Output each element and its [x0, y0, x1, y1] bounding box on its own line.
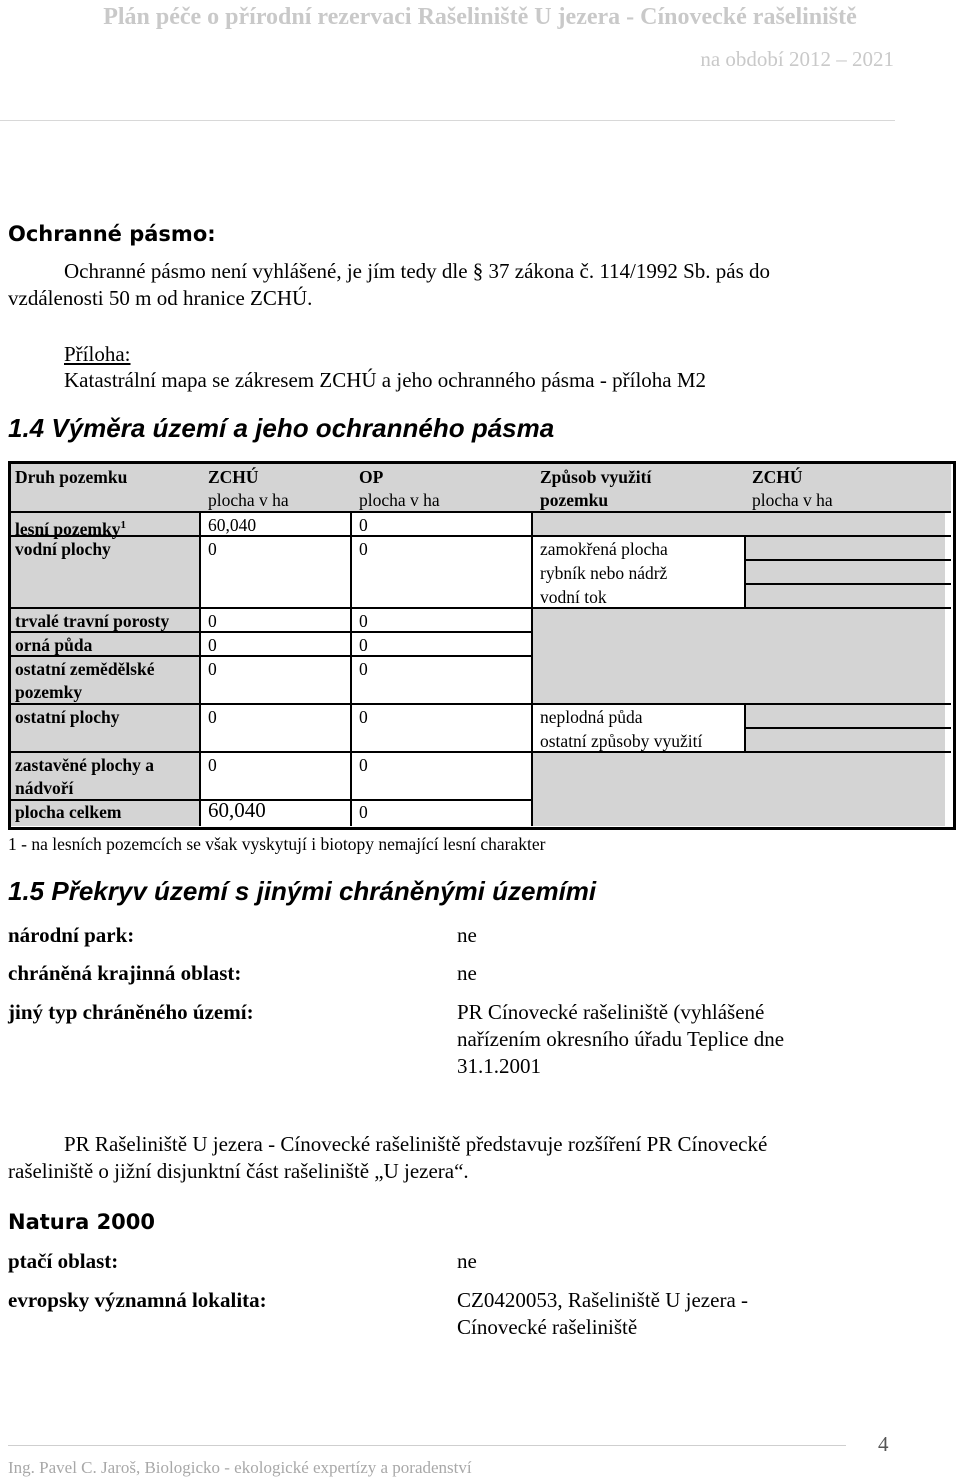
row-ostplochy-zchu: 0	[208, 707, 217, 727]
row-celkem-label: plocha celkem	[15, 802, 122, 822]
po-label: ptačí oblast:	[8, 1249, 119, 1273]
row-ttp-op: 0	[359, 611, 368, 631]
pr-paragraph-line2: rašeliniště o jižní disjunktní část rašeliniště „U jezera“.	[8, 1159, 469, 1183]
row-ttp-zchu: 0	[208, 611, 217, 631]
jiny-value-line2: nařízením okresního úřadu Teplice dne	[457, 1027, 785, 1051]
row-ostzem-label-1: ostatní zemědělské	[15, 659, 155, 679]
jiny-value-line1: PR Cínovecké rašeliniště (vyhlášené	[457, 1000, 765, 1024]
row-lesni-label: lesní pozemky$^1$	[15, 518, 126, 539]
ochranne-text-line1: Ochranné pásmo není vyhlášené, je jím tedy dle § 37 zákona č. 114/1992 Sb. pás do	[64, 259, 771, 283]
np-label: národní park:	[8, 923, 135, 947]
col-header-zpusob-line2: pozemku	[540, 490, 609, 510]
row-vodni-label: vodní plochy	[15, 539, 111, 559]
pr-paragraph-line1: PR Rašeliniště U jezera - Cínovecké rašeliniště představuje rozšíření PR Cínovecké	[64, 1132, 768, 1156]
rows7-8-use-bg	[533, 752, 945, 826]
po-value: ne	[457, 1249, 477, 1273]
row-orna-op: 0	[359, 635, 368, 655]
cho-value: ne	[457, 961, 477, 985]
jiny-label: jiný typ chráněného území:	[8, 1000, 254, 1024]
row1-use-bg	[533, 512, 945, 536]
col-header-zpusob: Způsob využití	[540, 467, 652, 487]
table-footnote: 1 - na lesních pozemcích se však vyskytují i biotopy nemající lesní charakter	[8, 834, 546, 854]
page-header-title: Plán péče o přírodní rezervaci Rašeliniště U jezera - Cínovecké rašeliniště	[103, 4, 857, 30]
col-header-druh: Druh pozemku	[15, 467, 128, 487]
row-zastavene-label-2: nádvoří	[15, 778, 74, 798]
evl-label: evropsky významná lokalita:	[8, 1288, 267, 1312]
row-vodni-op: 0	[359, 539, 368, 559]
np-value: ne	[457, 923, 477, 947]
page-number: 4	[878, 1432, 889, 1456]
col-header-op: OP	[359, 467, 384, 487]
row-ostplochy-label: ostatní plochy	[15, 707, 120, 727]
area-table	[8, 461, 956, 830]
row-ostplochy-op: 0	[359, 707, 368, 727]
evl-value-line2: Cínovecké rašeliniště	[457, 1315, 638, 1339]
row-orna-zchu: 0	[208, 635, 217, 655]
priloha-label: Příloha:	[64, 342, 131, 366]
col-header-zchu2: ZCHÚ	[752, 467, 803, 487]
row-lesni-zchu: 60,040	[208, 515, 257, 535]
cho-label: chráněná krajinná oblast:	[8, 961, 242, 985]
rows3-5-use-bg	[533, 608, 945, 704]
row-zastavene-op: 0	[359, 755, 368, 775]
row2-right-bg	[746, 536, 945, 608]
row-ttp-label: trvalé travní porosty	[15, 611, 170, 631]
ochranne-heading: Ochranné pásmo:	[8, 222, 216, 246]
natura-heading: Natura 2000	[8, 1210, 156, 1234]
page-header-period: na období 2012 – 2021	[700, 47, 894, 71]
col-header-zchu2-unit: plocha v ha	[752, 490, 833, 510]
footnote-marker: 1	[120, 519, 126, 531]
row-ostplochy-use-2: ostatní způsoby využití	[540, 731, 703, 751]
row-vodni-zchu: 0	[208, 539, 217, 559]
row-vodni-use-2: rybník nebo nádrž	[540, 563, 668, 583]
jiny-value-line3: 31.1.2001	[457, 1054, 541, 1078]
row-ostzem-op: 0	[359, 659, 368, 679]
row-ostzem-label-2: pozemky	[15, 682, 83, 702]
row-celkem-zchu: 60,040	[208, 798, 266, 822]
ochranne-text-line2: vzdálenosti 50 m od hranice ZCHÚ.	[8, 286, 313, 310]
priloha-text: Katastrální mapa se zákresem ZCHÚ a jeho ochranného pásma - příloha M2	[64, 368, 707, 392]
col-header-op-unit: plocha v ha	[359, 490, 440, 510]
row-ostzem-zchu: 0	[208, 659, 217, 679]
footer-rule	[8, 1445, 846, 1446]
row-zastavene-zchu: 0	[208, 755, 217, 775]
col-header-zchu-unit: plocha v ha	[208, 490, 289, 510]
header-rule	[0, 120, 895, 121]
row-zastavene-label-1: zastavěné plochy a	[15, 755, 155, 775]
footer-author: Ing. Pavel C. Jaroš, Biologicko - ekologické expertízy a poradenství	[8, 1458, 472, 1477]
section-1-5-heading: 1.5 Překryv území s jinými chráněnými územími	[8, 876, 597, 906]
row-ostplochy-use-1: neplodná půda	[540, 707, 643, 727]
row-orna-label: orná půda	[15, 635, 93, 655]
col-header-zchu: ZCHÚ	[208, 467, 259, 487]
evl-value-line1: CZ0420053, Rašeliniště U jezera -	[457, 1288, 749, 1312]
row-vodni-use-3: vodní tok	[540, 587, 607, 607]
section-1-4-heading: 1.4 Výměra území a jeho ochranného pásma	[8, 413, 555, 443]
row-celkem-op: 0	[359, 802, 368, 822]
row-lesni-op: 0	[359, 515, 368, 535]
row-vodni-use-1: zamokřená plocha	[540, 539, 668, 559]
